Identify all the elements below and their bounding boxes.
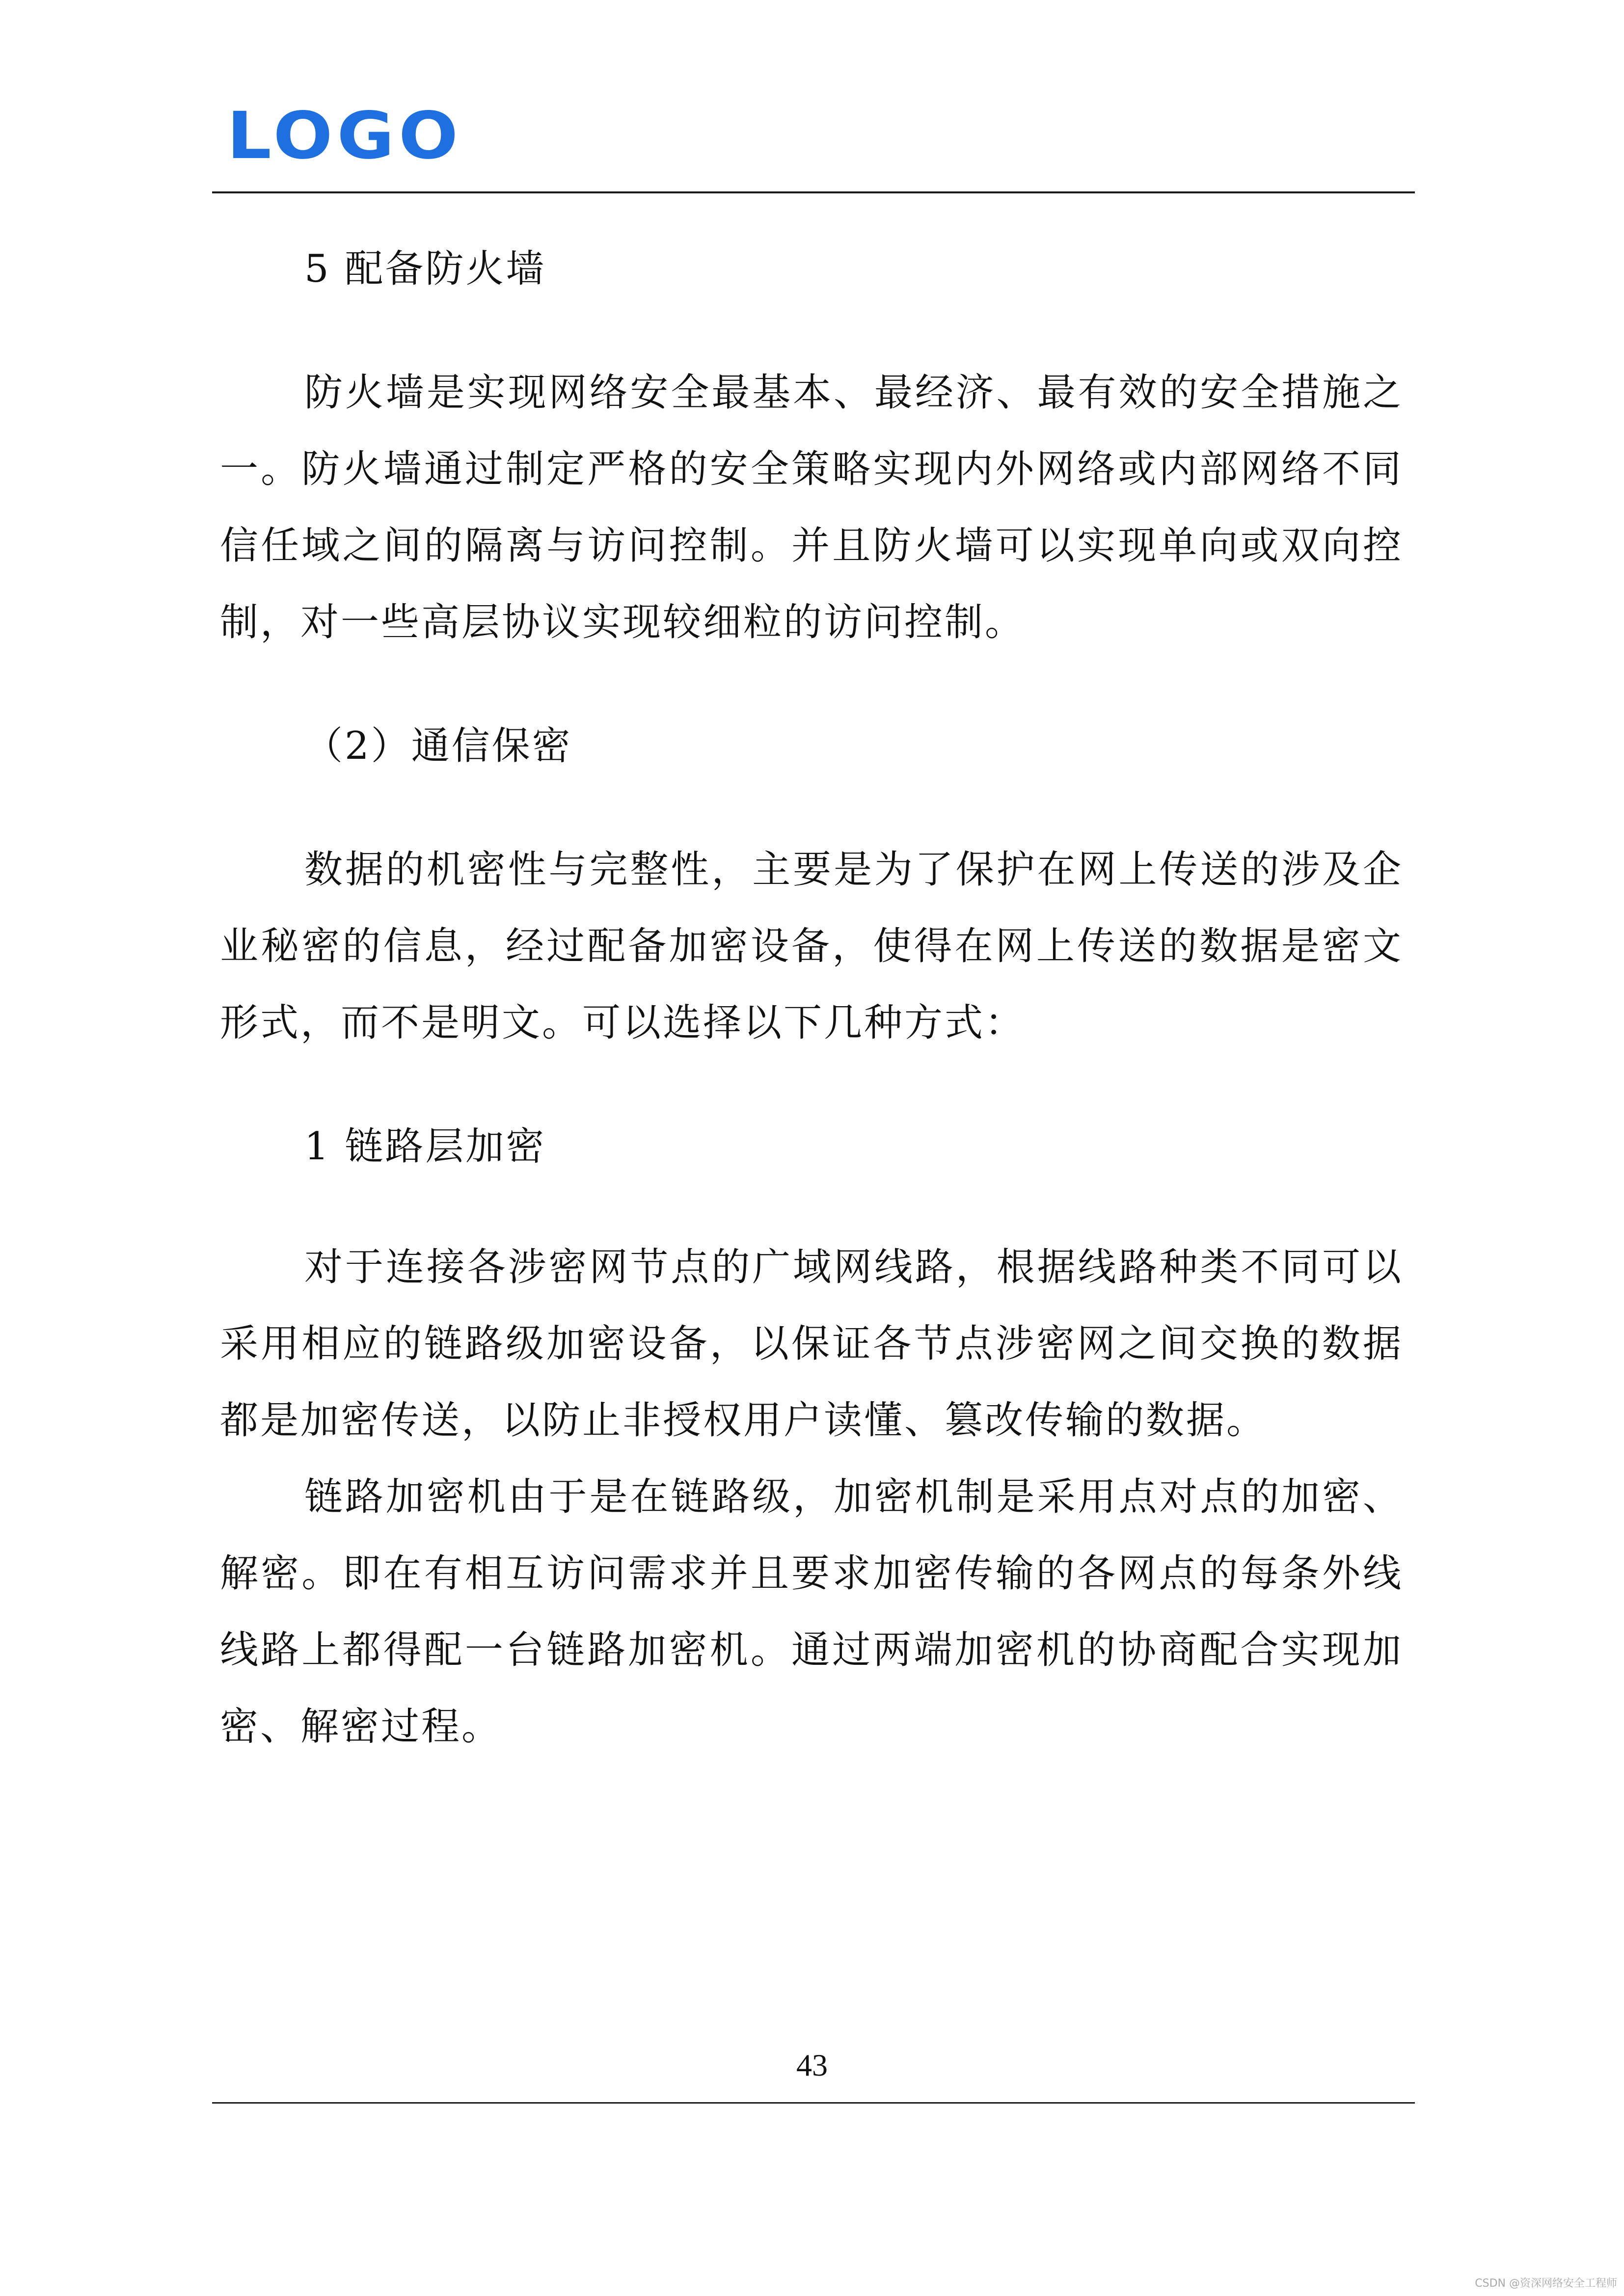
section-heading-communication-secrecy: （2）通信保密	[304, 724, 572, 768]
section-heading-firewall: 5 配备防火墙	[304, 247, 546, 291]
company-logo: LOGO	[227, 98, 462, 174]
paragraph-data-confidentiality: 数据的机密性与完整性，主要是为了保护在网上传送的涉及企业秘密的信息，经过配备加密设备，使得在网上传送的数据是密文形式，而不是明文。可以选择以下几种方式：	[220, 848, 1403, 1045]
document-body	[220, 231, 1403, 1765]
paragraph-wan-link-encryption: 对于连接各涉密网节点的广域网线路，根据线路种类不同可以采用相应的链路级加密设备，以保证各节点涉密网之间交换的数据都是加密传送，以防止非授权用户读懂、篡改传输的数据。	[220, 1245, 1403, 1442]
paragraph-link-encryptor: 链路加密机由于是在链路级，加密机制是采用点对点的加密、解密。即在有相互访问需求并且要求加密传输的各网点的每条外线线路上都得配一台链路加密机。通过两端加密机的协商配合实现加密、解密过程。	[220, 1475, 1403, 1749]
header-divider	[212, 191, 1415, 193]
page-number: 43	[796, 2048, 828, 2082]
footer-divider	[212, 2102, 1415, 2104]
section-heading-link-layer-encryption: 1 链路层加密	[304, 1124, 546, 1169]
watermark: CSDN @资深网络安全工程师	[1475, 2277, 1617, 2290]
paragraph-firewall: 防火墙是实现网络安全最基本、最经济、最有效的安全措施之一。防火墙通过制定严格的安全策略实现内外网络或内部网络不同信任域之间的隔离与访问控制。并且防火墙可以实现单向或双向控制，对一些高层协议实现较细粒的访问控制。	[220, 371, 1403, 644]
